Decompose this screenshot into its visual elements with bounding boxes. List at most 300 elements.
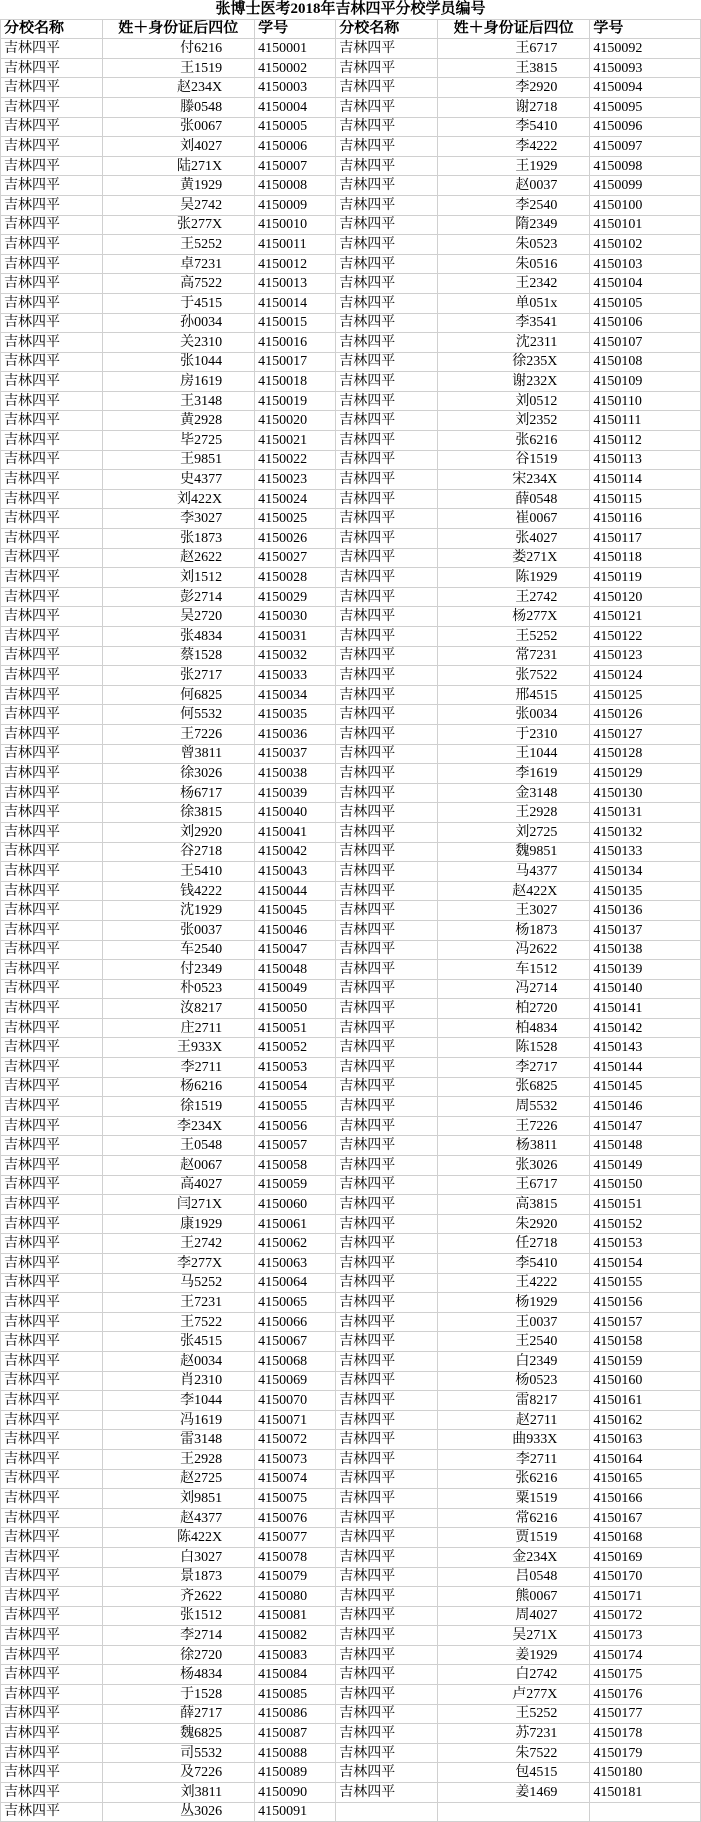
student-id-cell: 4150028 xyxy=(255,568,336,588)
student-id-cell: 4150057 xyxy=(255,1136,336,1156)
student-id-cell: 4150124 xyxy=(590,666,701,686)
school-cell: 吉林四平 xyxy=(336,666,438,686)
table-row xyxy=(1,862,701,882)
student-name-cell: 金3148 xyxy=(437,783,590,803)
student-id-cell: 4150085 xyxy=(255,1685,336,1705)
table-row xyxy=(1,979,701,999)
student-name-cell: 王5252 xyxy=(437,1704,590,1724)
table-row xyxy=(1,1351,701,1371)
student-id-cell: 4150181 xyxy=(590,1783,701,1803)
school-cell: 吉林四平 xyxy=(1,117,103,137)
table-row xyxy=(1,1077,701,1097)
school-cell: 吉林四平 xyxy=(1,156,103,176)
header-name-right: 姓＋身份证后四位 xyxy=(437,19,590,39)
student-id-cell: 4150176 xyxy=(590,1685,701,1705)
table-row xyxy=(1,1528,701,1548)
student-id-cell: 4150149 xyxy=(590,1156,701,1176)
table-row xyxy=(1,39,701,59)
student-name-cell: 娄271X xyxy=(437,548,590,568)
school-cell: 吉林四平 xyxy=(1,333,103,353)
student-id-cell: 4150172 xyxy=(590,1606,701,1626)
school-cell: 吉林四平 xyxy=(336,1312,438,1332)
student-name-cell: 魏6825 xyxy=(102,1724,255,1744)
student-id-cell: 4150111 xyxy=(590,411,701,431)
student-name-cell: 谷1519 xyxy=(437,450,590,470)
school-cell: 吉林四平 xyxy=(1,1234,103,1254)
table-row xyxy=(1,1665,701,1685)
student-name-cell: 王2928 xyxy=(437,803,590,823)
table-row xyxy=(1,78,701,98)
student-id-cell: 4150079 xyxy=(255,1567,336,1587)
student-id-cell: 4150042 xyxy=(255,842,336,862)
school-cell: 吉林四平 xyxy=(1,1018,103,1038)
school-cell: 吉林四平 xyxy=(1,1783,103,1803)
table-row xyxy=(1,1116,701,1136)
school-cell: 吉林四平 xyxy=(336,1743,438,1763)
student-name-cell: 王5252 xyxy=(437,627,590,647)
school-cell: 吉林四平 xyxy=(336,1097,438,1117)
student-name-cell: 王7522 xyxy=(102,1312,255,1332)
school-cell: 吉林四平 xyxy=(1,1606,103,1626)
school-cell: 吉林四平 xyxy=(336,960,438,980)
school-cell: 吉林四平 xyxy=(336,627,438,647)
student-name-cell: 魏9851 xyxy=(437,842,590,862)
student-name-cell: 苏7231 xyxy=(437,1724,590,1744)
student-name-cell: 包4515 xyxy=(437,1763,590,1783)
student-id-cell: 4150171 xyxy=(590,1587,701,1607)
table-row xyxy=(1,1018,701,1038)
school-cell: 吉林四平 xyxy=(1,1645,103,1665)
school-cell: 吉林四平 xyxy=(1,274,103,294)
student-name-cell: 谢2718 xyxy=(437,97,590,117)
table-row xyxy=(1,1136,701,1156)
student-name-cell: 赵4377 xyxy=(102,1508,255,1528)
student-id-cell: 4150056 xyxy=(255,1116,336,1136)
school-cell: 吉林四平 xyxy=(336,1234,438,1254)
school-cell: 吉林四平 xyxy=(336,1763,438,1783)
student-name-cell: 陈1929 xyxy=(437,568,590,588)
school-cell: 吉林四平 xyxy=(336,156,438,176)
student-name-cell: 王3027 xyxy=(437,901,590,921)
student-id-cell: 4150101 xyxy=(590,215,701,235)
school-cell: 吉林四平 xyxy=(1,97,103,117)
student-id-cell: 4150155 xyxy=(590,1273,701,1293)
school-cell: 吉林四平 xyxy=(336,1156,438,1176)
table-row xyxy=(1,1195,701,1215)
school-cell: 吉林四平 xyxy=(1,1489,103,1509)
student-name-cell: 王1044 xyxy=(437,744,590,764)
school-cell: 吉林四平 xyxy=(336,509,438,529)
student-name-cell: 滕0548 xyxy=(102,97,255,117)
table-row xyxy=(1,1469,701,1489)
student-id-cell: 4150064 xyxy=(255,1273,336,1293)
student-name-cell: 景1873 xyxy=(102,1567,255,1587)
student-name-cell: 高4027 xyxy=(102,1175,255,1195)
student-id-cell: 4150141 xyxy=(590,999,701,1019)
table-row xyxy=(1,920,701,940)
student-name-cell: 王7226 xyxy=(437,1116,590,1136)
student-name-cell: 黄2928 xyxy=(102,411,255,431)
student-id-cell: 4150004 xyxy=(255,97,336,117)
student-id-cell: 4150154 xyxy=(590,1254,701,1274)
school-cell: 吉林四平 xyxy=(1,215,103,235)
student-id-cell: 4150173 xyxy=(590,1626,701,1646)
student-name-cell: 白2742 xyxy=(437,1665,590,1685)
school-cell: 吉林四平 xyxy=(1,1528,103,1548)
student-id-cell: 4150130 xyxy=(590,783,701,803)
school-cell: 吉林四平 xyxy=(1,744,103,764)
student-name-cell: 张6825 xyxy=(437,1077,590,1097)
student-name-cell: 车2540 xyxy=(102,940,255,960)
school-cell: 吉林四平 xyxy=(336,568,438,588)
student-name-cell: 隋2349 xyxy=(437,215,590,235)
student-name-cell: 李2920 xyxy=(437,78,590,98)
student-id-cell: 4150119 xyxy=(590,568,701,588)
school-cell: 吉林四平 xyxy=(1,391,103,411)
school-cell: 吉林四平 xyxy=(336,1528,438,1548)
student-name-cell: 薛2717 xyxy=(102,1704,255,1724)
student-name-cell: 王6717 xyxy=(437,39,590,59)
table-row xyxy=(1,470,701,490)
student-id-cell: 4150032 xyxy=(255,646,336,666)
table-row xyxy=(1,1802,701,1822)
student-id-cell: 4150087 xyxy=(255,1724,336,1744)
table-row xyxy=(1,1704,701,1724)
student-name-cell: 杨0523 xyxy=(437,1371,590,1391)
school-cell: 吉林四平 xyxy=(1,1508,103,1528)
student-name-cell: 王2540 xyxy=(437,1332,590,1352)
student-name-cell: 刘2352 xyxy=(437,411,590,431)
student-id-cell: 4150012 xyxy=(255,254,336,274)
school-cell: 吉林四平 xyxy=(336,1567,438,1587)
student-name-cell: 张1512 xyxy=(102,1606,255,1626)
student-id-cell: 4150127 xyxy=(590,724,701,744)
student-name-cell: 邢4515 xyxy=(437,685,590,705)
school-cell: 吉林四平 xyxy=(336,411,438,431)
student-name-cell: 张1873 xyxy=(102,529,255,549)
table-row xyxy=(1,646,701,666)
school-cell: 吉林四平 xyxy=(1,1430,103,1450)
student-id-cell: 4150058 xyxy=(255,1156,336,1176)
table-row xyxy=(1,372,701,392)
student-id-cell xyxy=(590,1802,701,1822)
school-cell: 吉林四平 xyxy=(336,1175,438,1195)
table-row xyxy=(1,1724,701,1744)
school-cell: 吉林四平 xyxy=(1,920,103,940)
student-name-cell: 关2310 xyxy=(102,333,255,353)
student-name-cell: 任2718 xyxy=(437,1234,590,1254)
school-cell: 吉林四平 xyxy=(1,254,103,274)
school-cell: 吉林四平 xyxy=(1,1410,103,1430)
student-name-cell: 徐1519 xyxy=(102,1097,255,1117)
student-name-cell: 王0548 xyxy=(102,1136,255,1156)
school-cell: 吉林四平 xyxy=(1,568,103,588)
student-id-cell: 4150020 xyxy=(255,411,336,431)
student-name-cell: 杨6717 xyxy=(102,783,255,803)
school-cell: 吉林四平 xyxy=(336,1724,438,1744)
student-name-cell: 王6717 xyxy=(437,1175,590,1195)
student-name-cell: 于1528 xyxy=(102,1685,255,1705)
school-cell: 吉林四平 xyxy=(1,1195,103,1215)
student-name-cell: 赵0067 xyxy=(102,1156,255,1176)
student-id-cell: 4150023 xyxy=(255,470,336,490)
student-name-cell: 李277X xyxy=(102,1254,255,1274)
student-name-cell: 张0037 xyxy=(102,920,255,940)
student-name-cell: 李234X xyxy=(102,1116,255,1136)
student-id-cell: 4150142 xyxy=(590,1018,701,1038)
student-id-cell: 4150140 xyxy=(590,979,701,999)
student-name-cell: 康1929 xyxy=(102,1214,255,1234)
school-cell: 吉林四平 xyxy=(336,1606,438,1626)
student-id-cell: 4150043 xyxy=(255,862,336,882)
student-id-cell: 4150102 xyxy=(590,235,701,255)
student-name-cell: 赵2622 xyxy=(102,548,255,568)
school-cell: 吉林四平 xyxy=(1,293,103,313)
school-cell: 吉林四平 xyxy=(336,764,438,784)
student-id-cell: 4150166 xyxy=(590,1489,701,1509)
table-row xyxy=(1,1332,701,1352)
school-cell: 吉林四平 xyxy=(336,215,438,235)
table-row xyxy=(1,117,701,137)
student-name-cell: 李1619 xyxy=(437,764,590,784)
table-row xyxy=(1,587,701,607)
student-name-cell: 柏2720 xyxy=(437,999,590,1019)
student-id-cell: 4150092 xyxy=(590,39,701,59)
table-row xyxy=(1,352,701,372)
school-cell: 吉林四平 xyxy=(336,117,438,137)
student-name-cell: 张4515 xyxy=(102,1332,255,1352)
table-row xyxy=(1,1626,701,1646)
student-name-cell: 李3541 xyxy=(437,313,590,333)
student-id-cell: 4150091 xyxy=(255,1802,336,1822)
student-name-cell: 刘1512 xyxy=(102,568,255,588)
student-id-cell: 4150162 xyxy=(590,1410,701,1430)
student-id-cell: 4150161 xyxy=(590,1391,701,1411)
school-cell: 吉林四平 xyxy=(336,1449,438,1469)
student-name-cell: 崔0067 xyxy=(437,509,590,529)
student-name-cell: 贾1519 xyxy=(437,1528,590,1548)
student-name-cell: 朱0516 xyxy=(437,254,590,274)
student-name-cell: 沈1929 xyxy=(102,901,255,921)
student-id-cell: 4150122 xyxy=(590,627,701,647)
student-name-cell: 闫271X xyxy=(102,1195,255,1215)
student-name-cell: 白3027 xyxy=(102,1547,255,1567)
student-name-cell: 徐2720 xyxy=(102,1645,255,1665)
school-cell: 吉林四平 xyxy=(336,176,438,196)
student-id-cell: 4150178 xyxy=(590,1724,701,1744)
table-row xyxy=(1,842,701,862)
student-id-cell: 4150013 xyxy=(255,274,336,294)
header-school-right: 分校名称 xyxy=(336,19,438,39)
student-id-cell: 4150147 xyxy=(590,1116,701,1136)
student-name-cell: 姜1469 xyxy=(437,1783,590,1803)
student-name-cell: 冯2714 xyxy=(437,979,590,999)
school-cell: 吉林四平 xyxy=(1,764,103,784)
school-cell: 吉林四平 xyxy=(336,1645,438,1665)
table-row xyxy=(1,1156,701,1176)
school-cell: 吉林四平 xyxy=(1,901,103,921)
student-name-cell: 张6216 xyxy=(437,1469,590,1489)
school-cell: 吉林四平 xyxy=(1,1332,103,1352)
school-cell: 吉林四平 xyxy=(1,39,103,59)
table-row xyxy=(1,156,701,176)
table-row xyxy=(1,724,701,744)
student-id-cell: 4150135 xyxy=(590,881,701,901)
student-id-cell: 4150049 xyxy=(255,979,336,999)
student-id-cell: 4150131 xyxy=(590,803,701,823)
student-id-cell: 4150062 xyxy=(255,1234,336,1254)
student-name-cell: 庄2711 xyxy=(102,1018,255,1038)
student-id-cell: 4150034 xyxy=(255,685,336,705)
school-cell: 吉林四平 xyxy=(336,979,438,999)
school-cell: 吉林四平 xyxy=(1,176,103,196)
student-name-cell: 刘0512 xyxy=(437,391,590,411)
student-name-cell: 王1519 xyxy=(102,58,255,78)
student-id-cell: 4150002 xyxy=(255,58,336,78)
student-id-cell: 4150015 xyxy=(255,313,336,333)
school-cell: 吉林四平 xyxy=(1,1665,103,1685)
student-id-cell: 4150070 xyxy=(255,1391,336,1411)
student-name-cell: 王2342 xyxy=(437,274,590,294)
school-cell: 吉林四平 xyxy=(1,58,103,78)
student-name-cell: 杨6216 xyxy=(102,1077,255,1097)
student-name-cell: 高3815 xyxy=(437,1195,590,1215)
student-name-cell: 冯1619 xyxy=(102,1410,255,1430)
table-row xyxy=(1,411,701,431)
table-row xyxy=(1,607,701,627)
table-row xyxy=(1,568,701,588)
table-row xyxy=(1,685,701,705)
student-id-cell: 4150165 xyxy=(590,1469,701,1489)
school-cell: 吉林四平 xyxy=(336,822,438,842)
student-id-cell: 4150138 xyxy=(590,940,701,960)
school-cell: 吉林四平 xyxy=(336,137,438,157)
student-id-cell: 4150168 xyxy=(590,1528,701,1548)
student-name-cell: 何5532 xyxy=(102,705,255,725)
student-name-cell: 白2349 xyxy=(437,1351,590,1371)
student-name-cell: 赵2725 xyxy=(102,1469,255,1489)
student-id-cell: 4150110 xyxy=(590,391,701,411)
student-id-cell: 4150167 xyxy=(590,1508,701,1528)
student-name-cell: 金234X xyxy=(437,1547,590,1567)
school-cell: 吉林四平 xyxy=(336,1195,438,1215)
student-name-cell: 王7231 xyxy=(102,1293,255,1313)
school-cell: 吉林四平 xyxy=(336,254,438,274)
school-cell: 吉林四平 xyxy=(1,1136,103,1156)
student-name-cell: 王933X xyxy=(102,1038,255,1058)
school-cell: 吉林四平 xyxy=(336,1214,438,1234)
student-id-cell: 4150067 xyxy=(255,1332,336,1352)
student-id-cell: 4150005 xyxy=(255,117,336,137)
school-cell: 吉林四平 xyxy=(336,1626,438,1646)
student-id-cell: 4150069 xyxy=(255,1371,336,1391)
school-cell: 吉林四平 xyxy=(1,705,103,725)
school-cell: 吉林四平 xyxy=(1,195,103,215)
student-id-cell: 4150104 xyxy=(590,274,701,294)
table-row xyxy=(1,529,701,549)
student-id-cell: 4150037 xyxy=(255,744,336,764)
student-name-cell: 张277X xyxy=(102,215,255,235)
student-id-cell: 4150146 xyxy=(590,1097,701,1117)
student-name-cell: 李3027 xyxy=(102,509,255,529)
student-id-cell: 4150112 xyxy=(590,431,701,451)
student-name-cell: 姜1929 xyxy=(437,1645,590,1665)
student-name-cell: 王0037 xyxy=(437,1312,590,1332)
school-cell: 吉林四平 xyxy=(1,1802,103,1822)
student-name-cell: 沈2311 xyxy=(437,333,590,353)
student-id-cell: 4150123 xyxy=(590,646,701,666)
table-row xyxy=(1,1763,701,1783)
student-id-cell: 4150160 xyxy=(590,1371,701,1391)
student-name-cell: 徐3815 xyxy=(102,803,255,823)
student-name-cell: 李5410 xyxy=(437,117,590,137)
student-id-cell: 4150035 xyxy=(255,705,336,725)
student-id-cell: 4150006 xyxy=(255,137,336,157)
student-name-cell: 杨277X xyxy=(437,607,590,627)
student-name-cell: 赵234X xyxy=(102,78,255,98)
student-name-cell: 曲933X xyxy=(437,1430,590,1450)
school-cell: 吉林四平 xyxy=(1,411,103,431)
student-id-cell: 4150090 xyxy=(255,1783,336,1803)
student-name-cell: 宋234X xyxy=(437,470,590,490)
student-id-cell: 4150106 xyxy=(590,313,701,333)
student-name-cell: 刘2920 xyxy=(102,822,255,842)
school-cell: 吉林四平 xyxy=(336,881,438,901)
student-id-cell: 4150050 xyxy=(255,999,336,1019)
student-name-cell: 李2540 xyxy=(437,195,590,215)
student-id-cell: 4150078 xyxy=(255,1547,336,1567)
table-row xyxy=(1,1606,701,1626)
table-row xyxy=(1,1312,701,1332)
student-id-cell: 4150027 xyxy=(255,548,336,568)
school-cell: 吉林四平 xyxy=(336,1469,438,1489)
school-cell: 吉林四平 xyxy=(336,705,438,725)
table-row xyxy=(1,489,701,509)
student-id-cell: 4150175 xyxy=(590,1665,701,1685)
table-row xyxy=(1,1391,701,1411)
school-cell: 吉林四平 xyxy=(1,862,103,882)
school-cell: 吉林四平 xyxy=(1,509,103,529)
school-cell: 吉林四平 xyxy=(336,1136,438,1156)
school-cell: 吉林四平 xyxy=(336,78,438,98)
student-id-cell: 4150044 xyxy=(255,881,336,901)
student-name-cell: 杨1929 xyxy=(437,1293,590,1313)
student-name-cell: 张6216 xyxy=(437,431,590,451)
student-id-cell: 4150019 xyxy=(255,391,336,411)
student-name-cell: 赵422X xyxy=(437,881,590,901)
student-name-cell: 及7226 xyxy=(102,1763,255,1783)
table-row xyxy=(1,1175,701,1195)
school-cell: 吉林四平 xyxy=(336,1273,438,1293)
student-id-cell: 4150097 xyxy=(590,137,701,157)
school-cell: 吉林四平 xyxy=(336,724,438,744)
school-cell: 吉林四平 xyxy=(1,783,103,803)
school-cell: 吉林四平 xyxy=(1,1097,103,1117)
student-id-cell: 4150133 xyxy=(590,842,701,862)
table-row xyxy=(1,1214,701,1234)
student-name-cell: 肖2310 xyxy=(102,1371,255,1391)
table-row xyxy=(1,254,701,274)
table-row xyxy=(1,1293,701,1313)
student-name-cell: 周4027 xyxy=(437,1606,590,1626)
school-cell: 吉林四平 xyxy=(336,940,438,960)
school-cell: 吉林四平 xyxy=(336,1665,438,1685)
school-cell: 吉林四平 xyxy=(1,1391,103,1411)
student-id-cell: 4150098 xyxy=(590,156,701,176)
school-cell: 吉林四平 xyxy=(1,235,103,255)
school-cell: 吉林四平 xyxy=(336,431,438,451)
school-cell: 吉林四平 xyxy=(1,842,103,862)
